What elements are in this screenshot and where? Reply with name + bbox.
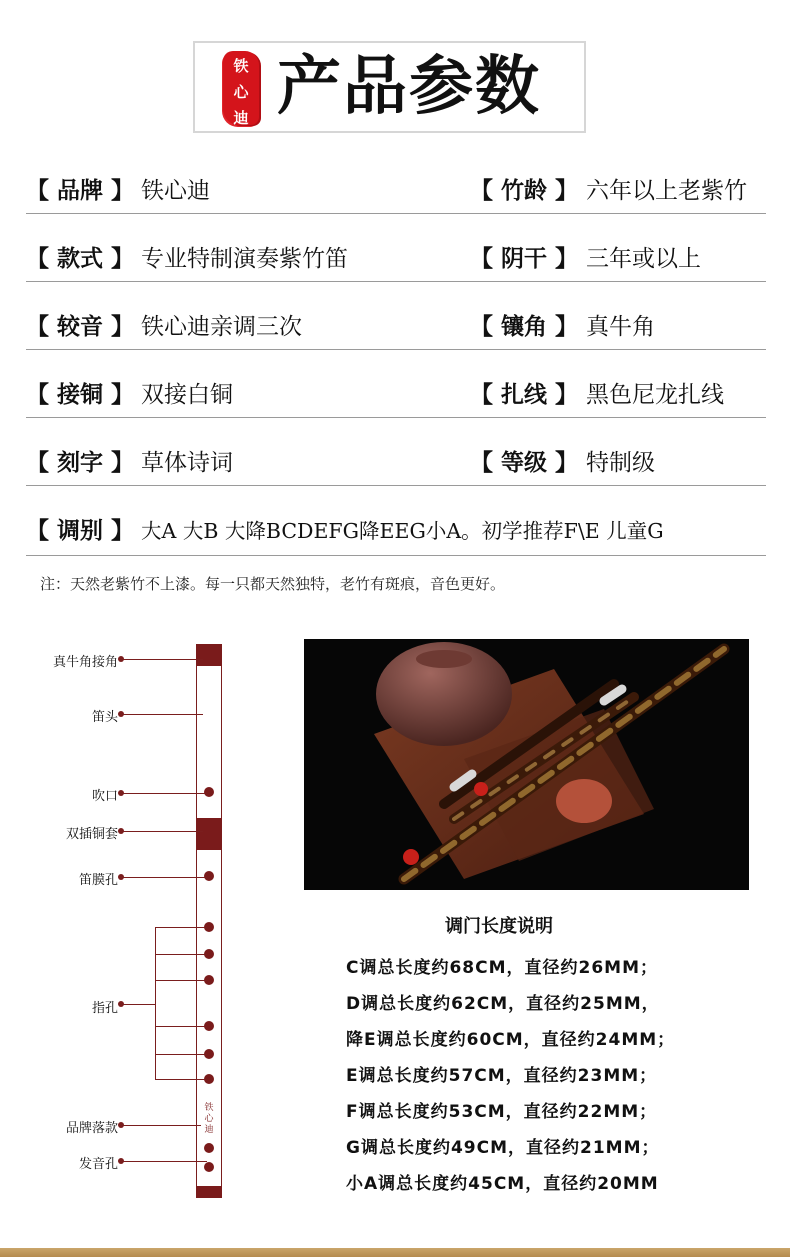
- param-label: 【 等级 】: [470, 449, 579, 476]
- param-value: 黑色尼龙扎线: [586, 382, 724, 408]
- param-row: [26, 214, 766, 282]
- param-value: 铁心迪: [141, 178, 210, 204]
- length-note-item: 小A调总长度约45CM，直径约20MM: [346, 1174, 659, 1194]
- param-row: [26, 282, 766, 350]
- label-sound-holes: 发音孔: [78, 1157, 118, 1172]
- mouth-hole: [204, 787, 214, 797]
- param-label: 【 品牌 】: [26, 177, 135, 204]
- key-label: 【 调别 】: [26, 517, 135, 544]
- header-box: [193, 41, 586, 133]
- label-horn-joint: 真牛角接角: [52, 655, 118, 670]
- param-value: 专业特制演奏紫竹笛: [141, 246, 348, 272]
- bracket-line: [155, 1026, 207, 1027]
- bracket-line: [155, 954, 207, 955]
- label-flute-head: 笛头: [91, 710, 118, 725]
- length-note-item: D调总长度约62CM，直径约25MM，: [346, 994, 660, 1014]
- length-note-item: F调总长度约53CM，直径约22MM；: [346, 1102, 658, 1122]
- note-text: 注：天然老紫竹不上漆。每一只都天然独特，老竹有斑痕，音色更好。: [40, 575, 506, 593]
- leader-line: [121, 1004, 156, 1005]
- label-finger-holes: 指孔: [91, 1001, 118, 1016]
- leader-line: [121, 793, 207, 794]
- bracket-line: [155, 1054, 207, 1055]
- leader-line: [121, 877, 207, 878]
- tail-band: [196, 1186, 222, 1198]
- leader-line: [121, 659, 203, 660]
- param-value: 特制级: [586, 450, 655, 476]
- membrane-hole: [204, 871, 214, 881]
- label-double-sleeve: 双插铜套: [65, 827, 118, 842]
- seal-char-1: 铁: [233, 57, 249, 75]
- param-value: 双接白铜: [141, 382, 233, 408]
- leader-line: [121, 831, 203, 832]
- param-row: [26, 350, 766, 418]
- param-value: 真牛角: [586, 314, 655, 340]
- copper-sleeve-band: [196, 818, 222, 850]
- flute-brand-mark: [201, 1103, 217, 1136]
- param-row: [26, 146, 766, 214]
- param-label: 【 款式 】: [26, 245, 135, 272]
- footer-bar: [0, 1248, 790, 1257]
- label-mouth-hole: 吹口: [91, 789, 118, 804]
- param-value: 三年或以上: [586, 246, 701, 272]
- leader-line: [121, 1125, 201, 1126]
- param-label: 【 扎线 】: [470, 381, 579, 408]
- finger-bracket: [155, 927, 156, 1080]
- bracket-line: [155, 1079, 207, 1080]
- length-note-item: C调总长度约68CM，直径约26MM；: [346, 958, 659, 978]
- bracket-line: [155, 980, 207, 981]
- bracket-line: [155, 927, 207, 928]
- param-label: 【 阴干 】: [470, 245, 579, 272]
- param-label: 【 刻字 】: [26, 449, 135, 476]
- length-notes-title: 调门长度说明: [445, 916, 553, 937]
- label-brand-mark: 品牌落款: [65, 1121, 118, 1136]
- sound-hole: [204, 1162, 214, 1172]
- param-row: [26, 418, 766, 486]
- param-label: 【 镶角 】: [470, 313, 579, 340]
- seal-char-2: 心: [233, 83, 249, 101]
- seal-char-3: 迪: [233, 109, 249, 127]
- param-label: 【 较音 】: [26, 313, 135, 340]
- brand-seal: [223, 51, 259, 125]
- param-value: 六年以上老紫竹: [586, 178, 747, 204]
- product-photo-illustration: [304, 639, 749, 890]
- brand-mark-text: 铁 心 迪: [204, 1103, 214, 1135]
- param-value: 草体诗词: [141, 450, 233, 476]
- key-value: 大A 大B 大降BCDEFG降EEG小A。初学推荐F\E 儿童G: [141, 519, 664, 543]
- key-row: [26, 486, 766, 556]
- length-note-item: G调总长度约49CM，直径约21MM；: [346, 1138, 660, 1158]
- leader-line: [121, 1161, 207, 1162]
- product-photo: [304, 639, 749, 890]
- page-title: 产品参数: [277, 50, 541, 124]
- length-note-item: 降E调总长度约60CM，直径约24MM；: [346, 1030, 676, 1050]
- sound-hole: [204, 1143, 214, 1153]
- param-label: 【 接铜 】: [26, 381, 135, 408]
- param-label: 【 竹龄 】: [470, 177, 579, 204]
- label-membrane-hole: 笛膜孔: [78, 873, 118, 888]
- horn-band: [196, 644, 222, 666]
- param-value: 铁心迪亲调三次: [141, 314, 302, 340]
- leader-line: [121, 714, 203, 715]
- length-note-item: E调总长度约57CM，直径约23MM；: [346, 1066, 658, 1086]
